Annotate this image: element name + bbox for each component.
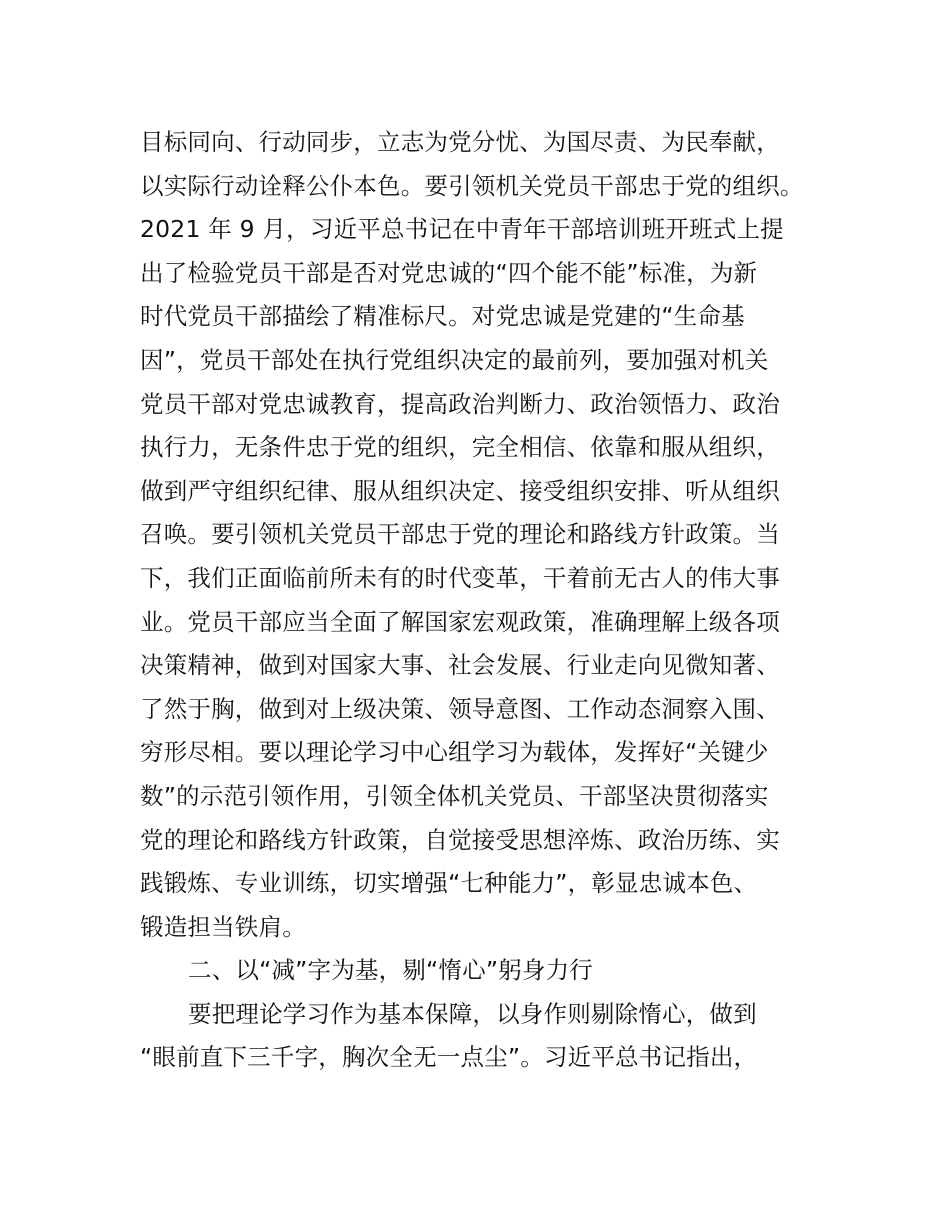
text-line: 穷形尽相。要以理论学习中心组学习为载体，发挥好“关键少 — [140, 738, 769, 767]
text-line: 了然于胸，做到对上级决策、领导意图、工作动态洞察入围、 — [140, 694, 780, 723]
text-line: 做到严守组织纪律、服从组织决定、接受组织安排、听从组织 — [140, 476, 780, 505]
body-text — [140, 121, 820, 1080]
text-line: “眼前直下三千字，胸次全无一点尘”。习近平总书记指出， — [140, 1043, 758, 1072]
text-line: 召唤。要引领机关党员干部忠于党的理论和路线方针政策。当 — [140, 520, 780, 549]
text-line: 时代党员干部描绘了精准标尺。对党忠诚是党建的“生命基 — [140, 302, 745, 331]
text-line: 执行力，无条件忠于党的组织，完全相信、依靠和服从组织， — [140, 433, 780, 462]
text-line: 党的理论和路线方针政策，自觉接受思想淬炼、政治历练、实 — [140, 825, 780, 854]
text-line: 以实际行动诠释公仆本色。要引领机关党员干部忠于党的组织。 — [140, 171, 804, 200]
text-line: 2021 年 9 月，习近平总书记在中青年干部培训班开班式上提 — [140, 215, 784, 244]
text-line: 数”的示范引领作用，引领全体机关党员、干部坚决贯彻落实 — [140, 781, 769, 810]
section-heading: 二、以“减”字为基，剔“惰心”躬身力行 — [188, 956, 593, 985]
text-line: 目标同向、行动同步，立志为党分忧、为国尽责、为民奉献， — [140, 128, 780, 156]
text-line: 出了检验党员干部是否对党忠诚的“四个能不能”标准，为新 — [140, 258, 758, 287]
paragraph-start-line: 要把理论学习作为基本保障，以身作则剔除惰心，做到 — [188, 999, 757, 1028]
text-line: 践锻炼、专业训练，切实增强“七种能力”，彰显忠诚本色、 — [140, 869, 758, 898]
text-line: 下，我们正面临前所未有的时代变革，干着前无古人的伟大事 — [140, 563, 780, 592]
text-line: 决策精神，做到对国家大事、社会发展、行业走向见微知著、 — [140, 651, 780, 680]
text-line: 业。党员干部应当全面了解国家宏观政策，准确理解上级各项 — [140, 607, 780, 636]
text-line: 因”，党员干部处在执行党组织决定的最前列，要加强对机关 — [140, 345, 769, 374]
text-line: 锻造担当铁肩。 — [140, 912, 306, 941]
text-line: 党员干部对党忠诚教育，提高政治判断力、政治领悟力、政治 — [140, 389, 780, 418]
